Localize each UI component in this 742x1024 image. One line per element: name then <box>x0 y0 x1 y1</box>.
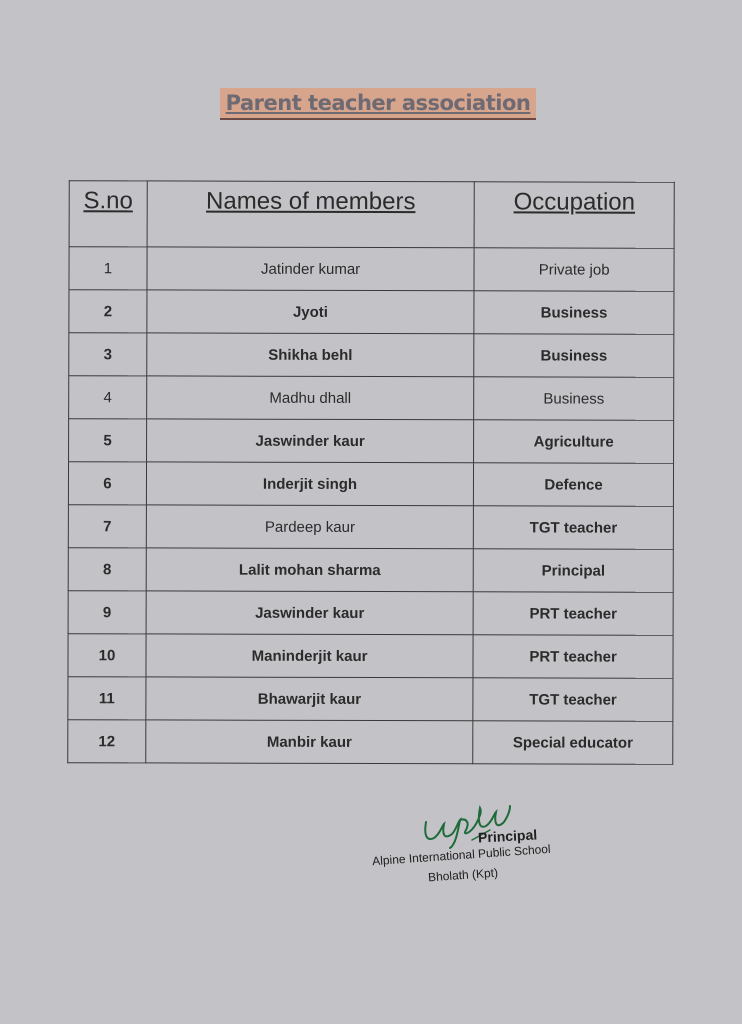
table-row <box>68 677 673 722</box>
table-row <box>69 376 674 421</box>
stamp-role: Principal <box>477 826 538 846</box>
cell-sno: 4 <box>69 376 147 419</box>
cell-occupation: TGT teacher <box>473 678 673 722</box>
header-sno: S.no <box>69 181 147 247</box>
cell-occupation: Special educator <box>473 721 673 765</box>
table-row <box>69 290 674 335</box>
cell-occupation: PRT teacher <box>473 635 673 679</box>
stamp-place: Bholath (Kpt) <box>427 865 499 885</box>
members-table <box>67 180 675 765</box>
table-row <box>68 462 673 507</box>
table-row <box>68 720 673 765</box>
cell-sno: 10 <box>68 634 146 677</box>
cell-sno: 8 <box>68 548 146 591</box>
table-row <box>69 419 674 464</box>
cell-name: Lalit mohan sharma <box>146 548 473 592</box>
cell-name: Shikha behl <box>147 333 474 377</box>
table-row <box>69 333 674 378</box>
table-row <box>68 634 673 679</box>
table-row <box>69 247 674 292</box>
cell-name: Madhu dhall <box>147 376 474 420</box>
cell-name: Jaswinder kaur <box>146 591 473 635</box>
cell-occupation: Business <box>474 377 674 421</box>
cell-name: Manbir kaur <box>146 720 473 764</box>
cell-sno: 12 <box>68 720 146 763</box>
cell-occupation: TGT teacher <box>474 506 674 550</box>
table-row <box>68 548 673 593</box>
page-title: Parent teacher association <box>220 88 536 120</box>
table-row <box>68 505 673 550</box>
cell-occupation: Business <box>474 291 674 335</box>
cell-name: Jyoti <box>147 290 474 334</box>
cell-name: Jaswinder kaur <box>146 419 473 463</box>
cell-name: Inderjit singh <box>146 462 473 506</box>
header-occupation: Occupation <box>474 182 674 249</box>
cell-name: Pardeep kaur <box>146 505 473 549</box>
cell-sno: 9 <box>68 591 146 634</box>
cell-occupation: PRT teacher <box>473 592 673 636</box>
cell-occupation: Private job <box>474 248 674 292</box>
cell-occupation: Principal <box>473 549 673 593</box>
cell-occupation: Defence <box>474 463 674 507</box>
cell-occupation: Business <box>474 334 674 378</box>
cell-name: Jatinder kumar <box>147 247 474 291</box>
cell-sno: 1 <box>69 247 147 290</box>
table-header-row <box>69 181 674 249</box>
cell-name: Bhawarjit kaur <box>146 677 473 721</box>
cell-sno: 2 <box>69 290 147 333</box>
header-names: Names of members <box>147 181 474 248</box>
stamp-school: Alpine International Public School <box>371 841 552 869</box>
table-row <box>68 591 673 636</box>
cell-name: Maninderjit kaur <box>146 634 473 678</box>
cell-sno: 11 <box>68 677 146 720</box>
cell-sno: 7 <box>68 505 146 548</box>
cell-sno: 5 <box>69 419 147 462</box>
cell-sno: 3 <box>69 333 147 376</box>
cell-sno: 6 <box>68 462 146 505</box>
cell-occupation: Agriculture <box>474 420 674 464</box>
principal-stamp <box>360 800 590 900</box>
